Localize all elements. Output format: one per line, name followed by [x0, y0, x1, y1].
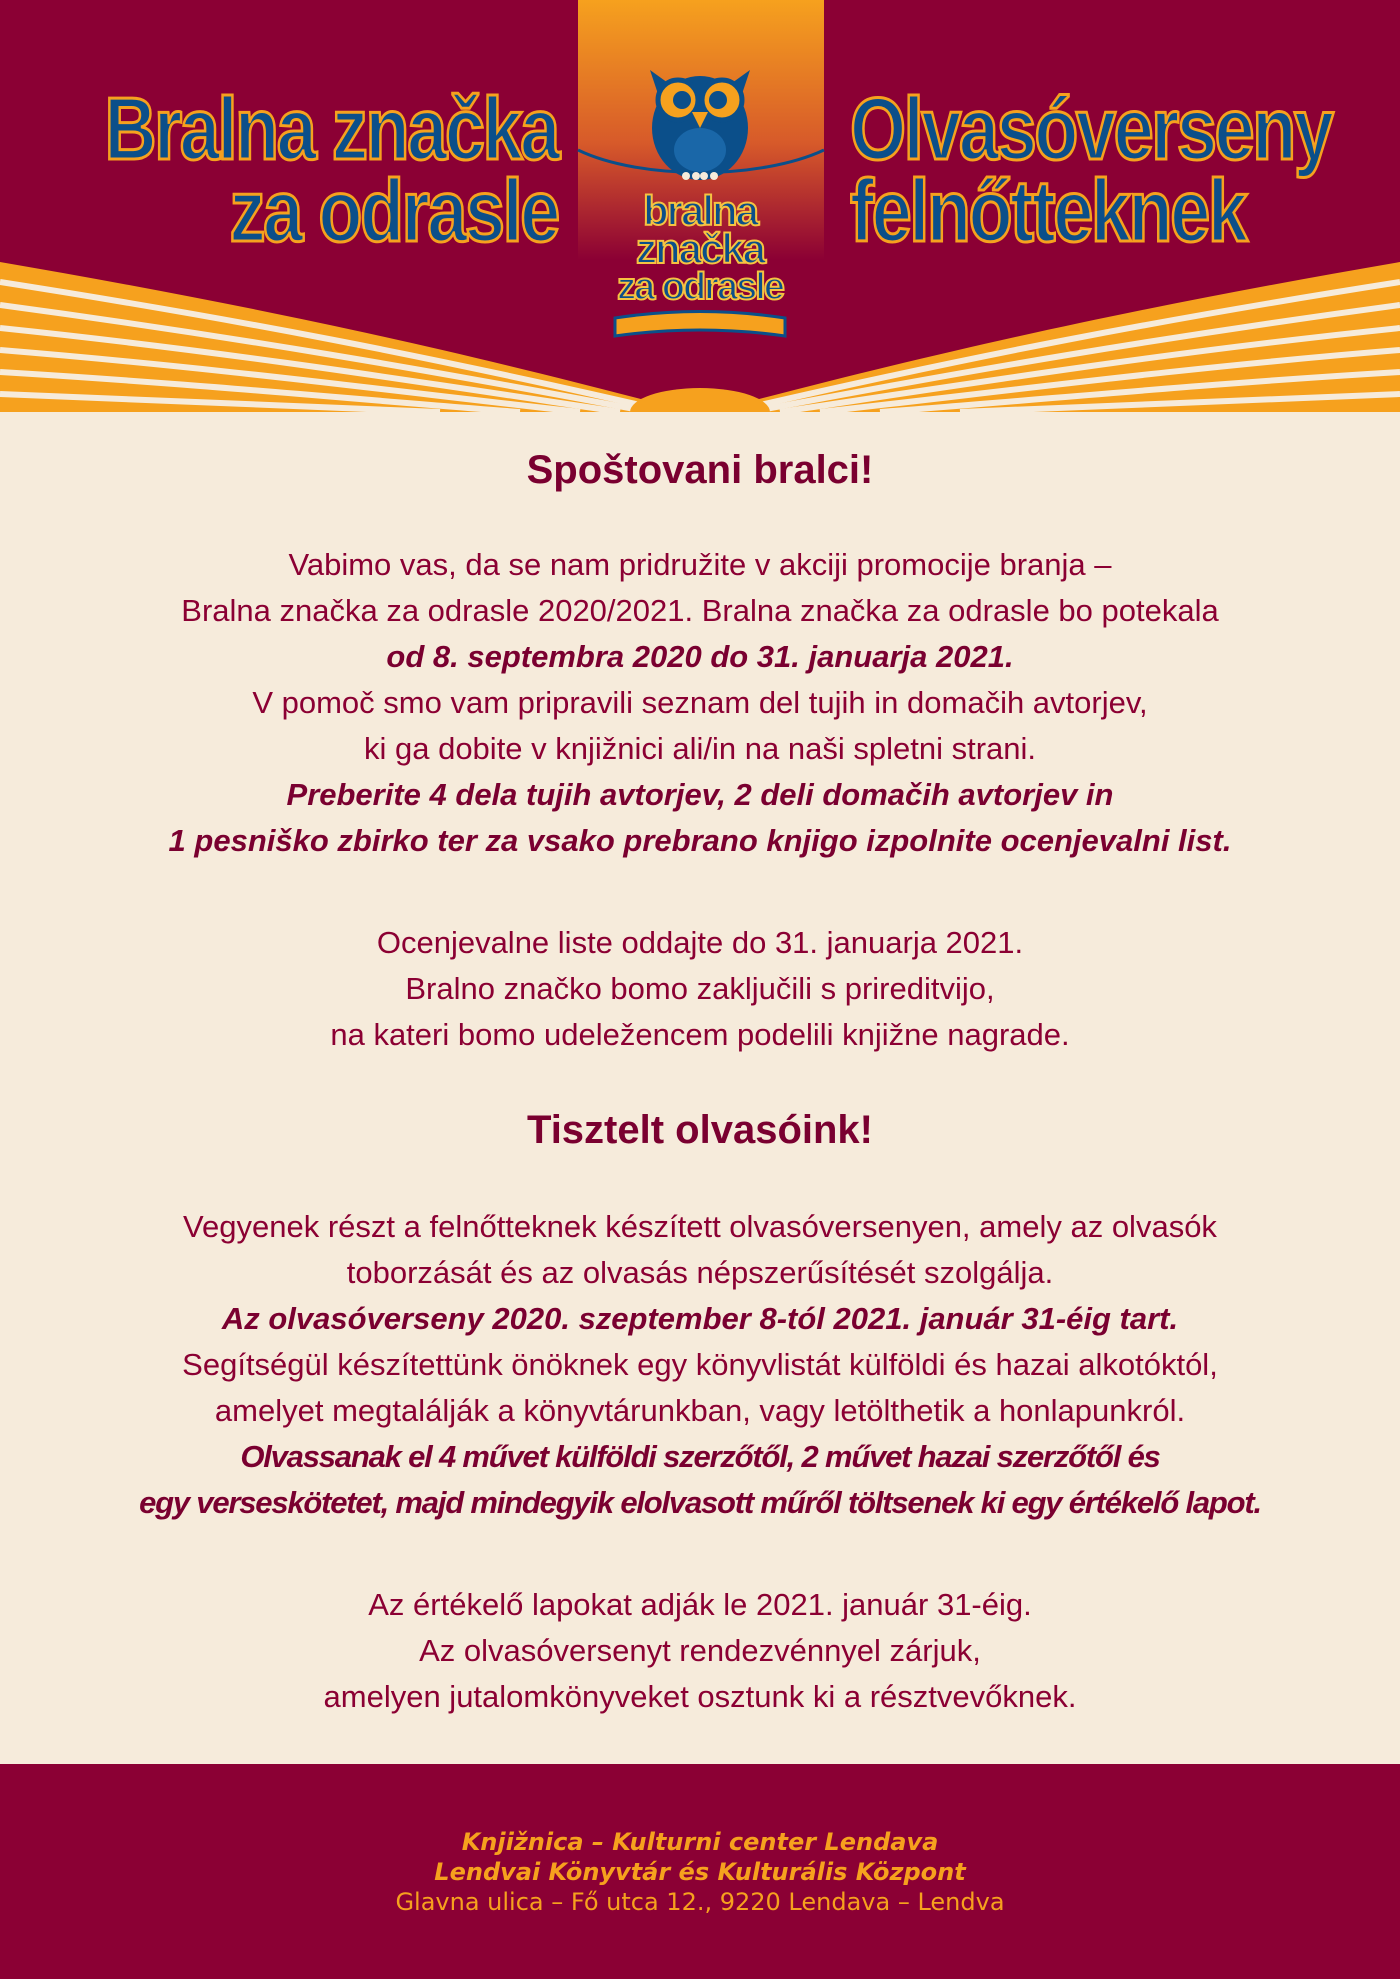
hungarian-dates: Az olvasóverseny 2020. szeptember 8-tól 2021. január 31-éig tart. [221, 1301, 1179, 1336]
hungarian-instructions: Olvassanak el 4 művet külföldi szerzőtől, 2 művet hazai szerzőtől és [240, 1439, 1160, 1474]
logo-line3: za odrasle [617, 266, 783, 308]
hungarian-line: toborzását és az olvasás népszerűsítését szolgálja. [346, 1255, 1054, 1290]
logo-line1: bralna [642, 187, 758, 234]
slovene-closing: Ocenjevalne liste oddajte do 31. januarja 2021. [376, 925, 1024, 960]
slovene-closing: Bralno značko bomo zaključili s prireditvijo, [405, 971, 995, 1006]
title-hungarian-line2: felnőtteknek [850, 161, 1246, 260]
footer-library-slovene: Knjižnica – Kulturni center Lendava [461, 1828, 939, 1856]
title-hungarian [850, 79, 1332, 260]
hungarian-line: Vegyenek részt a felnőtteknek készített olvasóversenyen, amely az olvasók [183, 1209, 1217, 1244]
header-banner [0, 0, 1400, 412]
hungarian-line: Segítségül készítettünk önöknek egy könyvlistát külföldi és hazai alkotóktól, [182, 1347, 1218, 1382]
hungarian-closing: Az értékelő lapokat adják le 2021. január 31-éig. [368, 1587, 1032, 1622]
hungarian-closing: Az olvasóversenyt rendezvénnyel zárjuk, [419, 1633, 981, 1668]
logo-line2: značka [635, 225, 765, 272]
logo-text [605, 187, 795, 308]
title-hungarian-line1: Olvasóverseny [850, 79, 1332, 178]
owl-icon [650, 70, 750, 180]
slovene-instructions: 1 pesniško zbirko ter za vsako prebrano knjigo izpolnite ocenjevalni list. [168, 823, 1232, 858]
slovene-heading: Spoštovani bralci! [526, 448, 874, 492]
slovene-line: V pomoč smo vam pripravili seznam del tujih in domačih avtorjev, [252, 685, 1148, 720]
footer-address: Glavna ulica – Fő utca 12., 9220 Lendava – Lendva [395, 1888, 1005, 1916]
hungarian-line: amelyet megtalálják a könyvtárunkban, vagy letölthetik a honlapunkról. [214, 1393, 1186, 1428]
slovene-closing: na kateri bomo udeležencem podelili knjižne nagrade. [330, 1017, 1070, 1052]
hungarian-heading: Tisztelt olvasóink! [526, 1108, 873, 1152]
main-content [0, 412, 1400, 1764]
title-slovene-line2: za odrasle [229, 161, 558, 260]
slovene-instructions: Preberite 4 dela tujih avtorjev, 2 deli domačih avtorjev in [286, 777, 1114, 812]
hungarian-instructions: egy verseskötetet, majd mindegyik elolvasott műről töltsenek ki egy értékelő lapot. [139, 1485, 1261, 1520]
slovene-line: ki ga dobite v knjižnici ali/in na naši spletni strani. [363, 731, 1036, 766]
title-slovene-line1: Bralna značka [104, 79, 558, 178]
footer [0, 1764, 1400, 1979]
title-slovene [104, 79, 558, 260]
footer-library-hungarian: Lendvai Könyvtár és Kulturális Központ [434, 1858, 966, 1886]
slovene-line: Vabimo vas, da se nam pridružite v akciji promocije branja – [288, 547, 1112, 582]
slovene-dates: od 8. septembra 2020 do 31. januarja 2021. [386, 639, 1014, 674]
hungarian-closing: amelyen jutalomkönyveket osztunk ki a résztvevőknek. [323, 1679, 1077, 1714]
slovene-line: Bralna značka za odrasle 2020/2021. Bralna značka za odrasle bo potekala [181, 593, 1219, 628]
